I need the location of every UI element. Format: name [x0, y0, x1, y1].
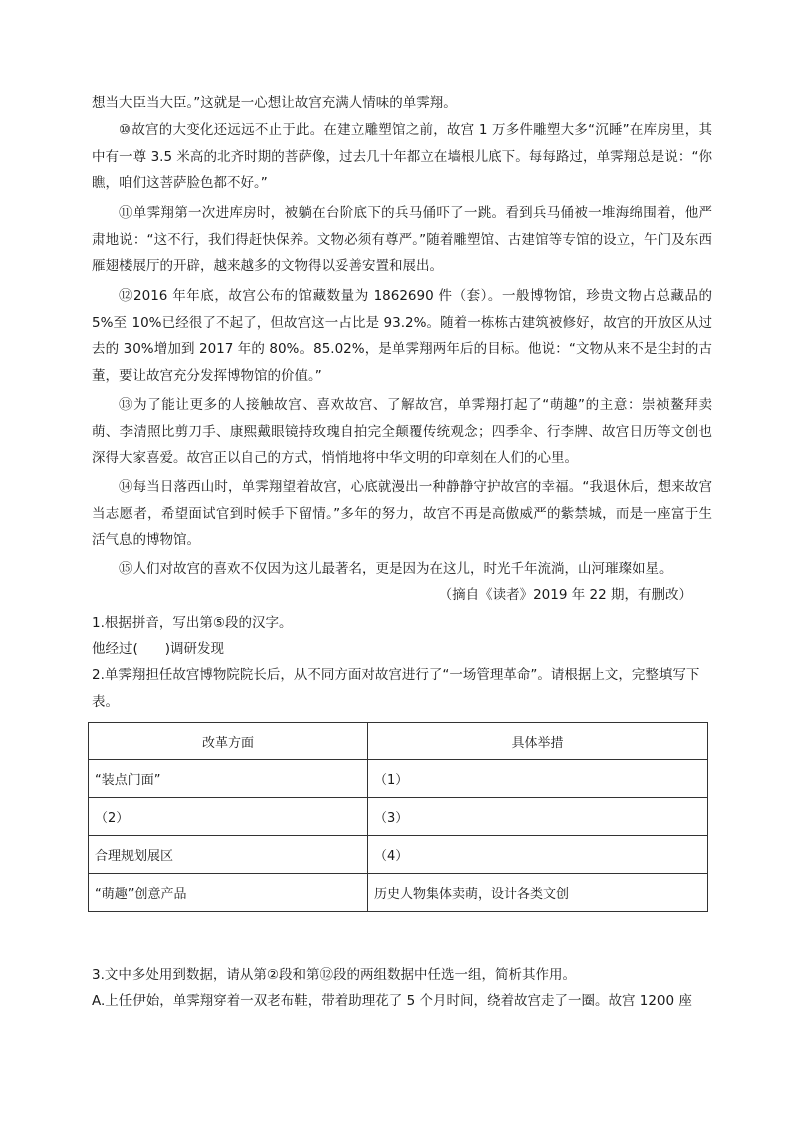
- paragraph-10: ⑩故宫的大变化还远远不止于此。在建立雕塑馆之前，故宫 1 万多件雕塑大多“沉睡”在库房里，其中有一尊 3.5 米高的北齐时期的菩萨像，过去几十年都立在墙根儿底下。每每路过，单霁翔总是说：“你瞧，咱们这菩萨脸色都不好。”: [92, 122, 712, 191]
- question-3-option-a: A.上任伊始，单霁翔穿着一双老布鞋，带着助理花了 5 个月时间，绕着故宫走了一圈。故宫 1200 座: [92, 993, 692, 1009]
- question-2: 2.单霁翔担任故宫博物院院长后，从不同方面对故宫进行了“一场管理革命”。请根据上文，完整填写下表。: [92, 667, 700, 710]
- paragraph-12: ⑫2016 年年底，故宫公布的馆藏数量为 1862690 件（套）。一般博物馆，珍贵文物占总藏品的 5%至 10%已经很了不起了，但故宫这一占比是 93.2%。随着一栋栋古建筑被修好，故宫的开放区从过去的 30%增加到 2017 年的 80%。85.02%，是单霁翔两年后的目标。他说：“文物从来不是尘封的古董，要让故宫充分发挥博物馆的价值。”: [92, 288, 712, 384]
- question-3: 3.文中多处用到数据，请从第②段和第⑫段的两组数据中任选一组，简析其作用。: [92, 967, 576, 983]
- paragraph-11: ⑪单霁翔第一次进库房时，被躺在台阶底下的兵马俑吓了一跳。看到兵马俑被一堆海绵围着，他严肃地说：“这不行，我们得赶快保养。文物必须有尊严。”随着雕塑馆、古建馆等专馆的设立，午门及东西雁翅楼展厅的开辟，越来越多的文物得以妥善安置和展出。: [92, 205, 712, 274]
- table-header-cell: 具体举措: [368, 723, 708, 760]
- question-1: 1.根据拼音，写出第⑤段的汉字。: [92, 615, 293, 631]
- table-cell: （3）: [368, 798, 708, 836]
- table-cell: （1）: [368, 760, 708, 798]
- paragraph-15: ⑮人们对故宫的喜欢不仅因为这儿最著名，更是因为在这儿，时光千年流淌，山河璀璨如星。: [119, 561, 673, 577]
- table-cell: （2）: [89, 798, 368, 836]
- source-citation: （摘自《读者》2019 年 22 期，有删改）: [438, 587, 692, 603]
- table-cell: 历史人物集体卖萌，设计各类文创: [368, 874, 708, 912]
- reform-table: [88, 722, 708, 912]
- table-header-row: [89, 723, 708, 760]
- table-header-cell: 改革方面: [89, 723, 368, 760]
- paragraph-13: ⑬为了能让更多的人接触故宫、喜欢故宫、了解故宫，单霁翔打起了“萌趣”的主意：崇祯鳌拜卖萌、李清照比剪刀手、康熙戴眼镜持玫瑰自拍完全颠覆传统观念；四季伞、行李牌、故宫日历等文创也深得大家喜爱。故宫正以自己的方式，悄悄地将中华文明的印章刻在人们的心里。: [92, 397, 712, 466]
- table-cell: 合理规划展区: [89, 836, 368, 874]
- table-cell: “萌趣”创意产品: [89, 874, 368, 912]
- table-row: [89, 798, 708, 836]
- table-cell: “装点门面”: [89, 760, 368, 798]
- passage-line-top: 想当大臣当大臣。”这就是一心想让故宫充满人情味的单霁翔。: [92, 95, 457, 111]
- paragraph-14: ⑭每当日落西山时，单霁翔望着故宫，心底就漫出一种静静守护故宫的幸福。“我退休后，想来故宫当志愿者，希望面试官到时候手下留情。”多年的努力，故宫不再是高傲威严的紫禁城，而是一座富于生活气息的博物馆。: [92, 479, 712, 548]
- table-row: [89, 760, 708, 798]
- question-1-answer-line: 他经过( )调研发现: [92, 641, 225, 657]
- table-row: [89, 836, 708, 874]
- table-cell: （4）: [368, 836, 708, 874]
- table-row: [89, 874, 708, 912]
